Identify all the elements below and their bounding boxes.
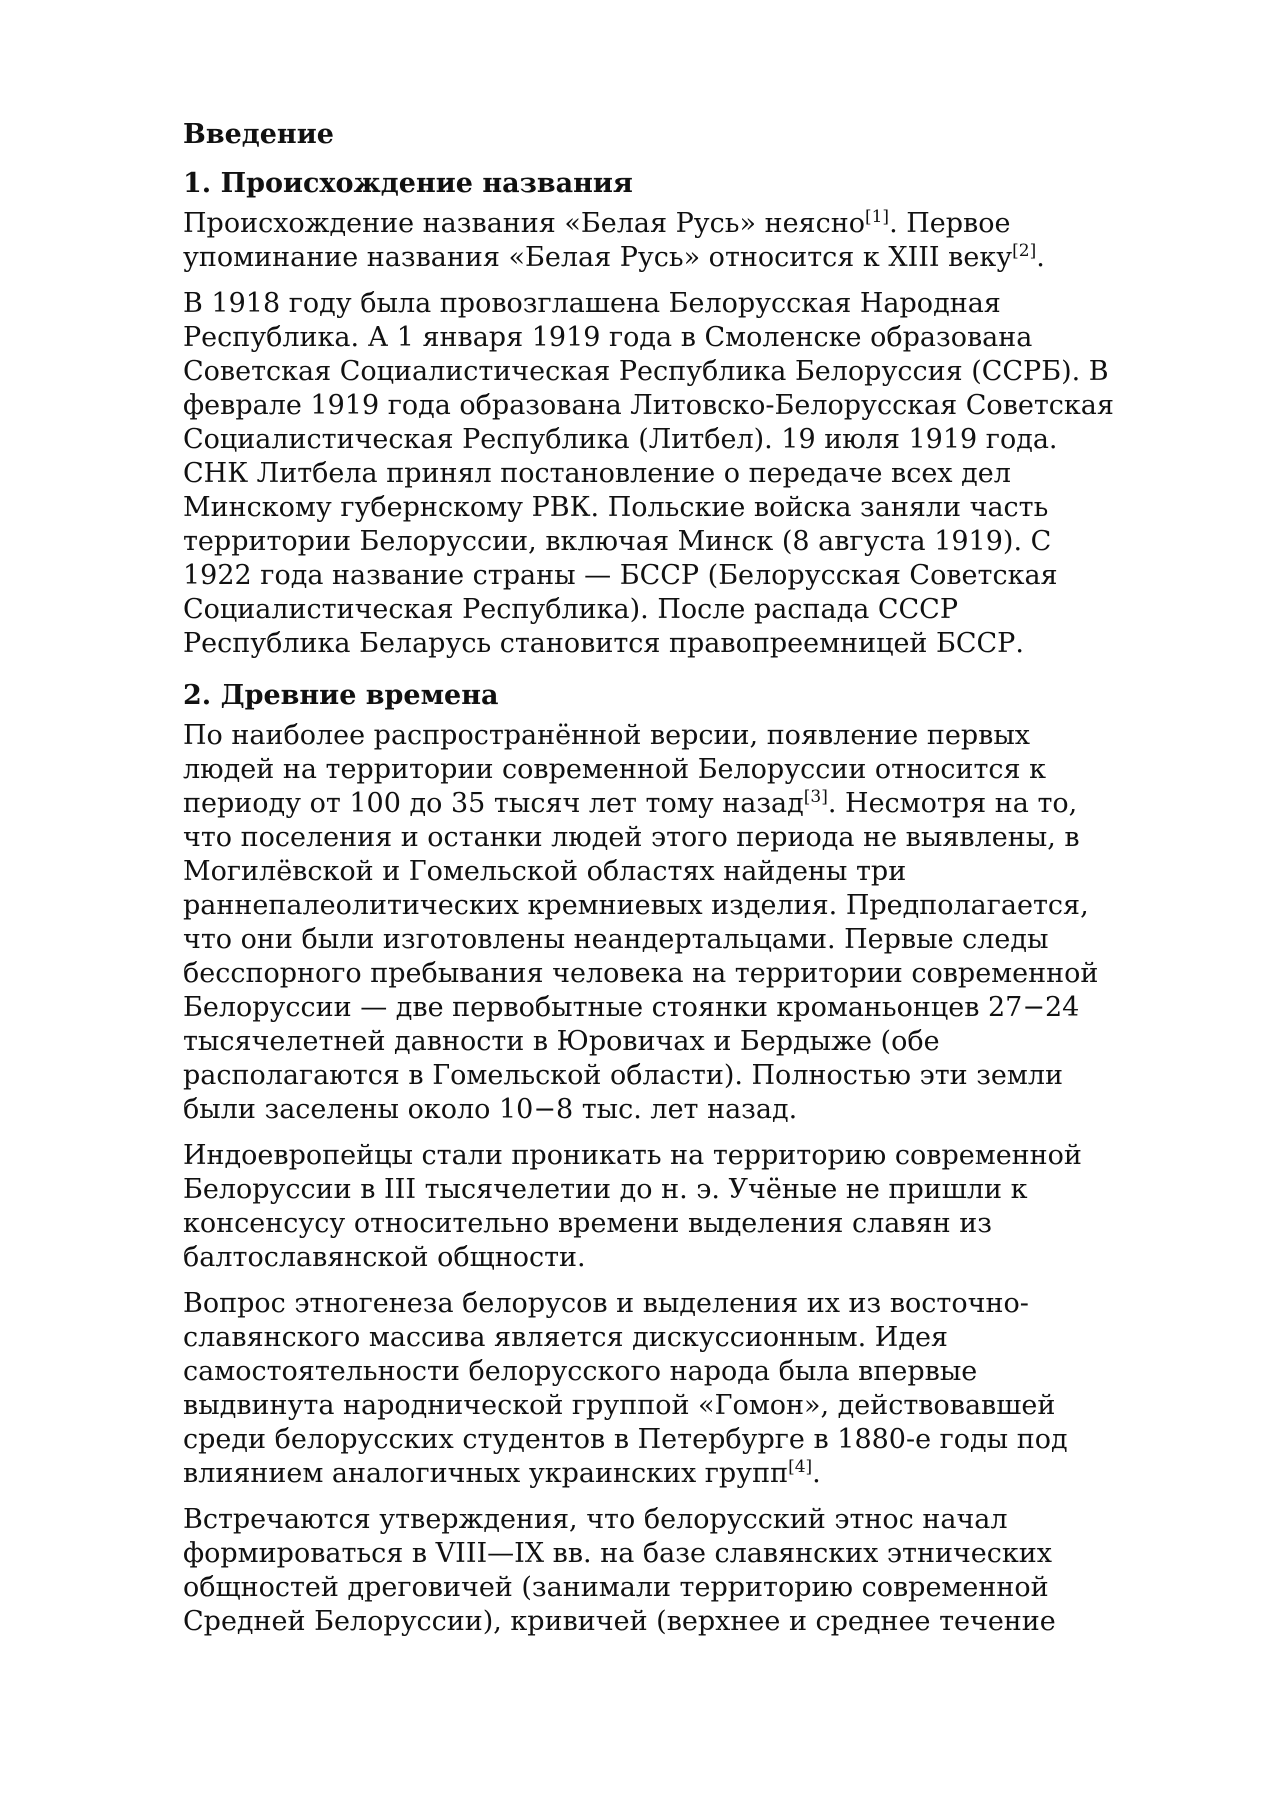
section-1-paragraph-2: В 1918 году была провозглашена Белорусская Народная Республика. А 1 января 1919 года в Смоленске образована Советская Социалистическая Республика Белоруссия (ССРБ). В феврале 1919 года образована Литовско-Белорусская Советская Социалистическая Республика (Литбел). 19 июля 1919 года. СНК Литбела принял постановление о передаче всех дел Минскому губернскому РВК. Польские войска заняли часть территории Белоруссии, включая Минск (8 августа 1919). С 1922 года название страны — БССР (Белорусская Советская Социалистическая Республика). После распада СССР Республика Беларусь становится правопреемницей БССР.	[183, 288, 1114, 659]
section-2-paragraph-1	[183, 719, 1203, 1127]
section-2-paragraph-4: Встречаются утверждения, что белорусский этнос начал формироваться в VIII—IX вв. на базе славянских этнических общностей дреговичей (занимали территорию современной Средней Белоруссии), кривичей (верхнее и среднее течение	[183, 1504, 1056, 1637]
intro-heading: Введение	[183, 119, 334, 150]
section-1-heading: 1. Происхождение названия	[183, 168, 633, 199]
footnote-ref-2[interactable]: [2]	[1012, 241, 1037, 261]
section-2-paragraph-2: Индоевропейцы стали проникать на территорию современной Белоруссии в III тысячелетии до н. э. Учёные не пришли к консенсусу относительно времени выделения славян из балтославянской общности.	[183, 1140, 1082, 1273]
section-1-paragraph-1	[183, 207, 1203, 275]
footnote-ref-1[interactable]: [1]	[864, 207, 890, 227]
section-2-paragraph-3-text-a: Вопрос этногенеза белорусов и выделения их из восточно- славянского массива является дискуссионным. Идея самостоятельности белорусского народа была впервые выдвинута народнической группой «Гомон», действовавшей среди белорусских студентов в Петербурге в 1880-е годы под влиянием аналогичных украинских групп	[183, 1288, 1068, 1489]
footnote-ref-4[interactable]: [4]	[788, 1457, 813, 1477]
footnote-ref-3[interactable]: [3]	[803, 787, 828, 807]
section-2-paragraph-1-text-b: . Несмотря на то, что поселения и останки людей этого периода не выявлены, в Могилёвской и Гомельской областях найдены три раннепалеолитических кремниевых изделия. Предполагается, что они были изготовлены неандертальцами. Первые следы бесспорного пребывания человека на территории современной Белоруссии — две первобытные стоянки кроманьонцев 27−24 тысячелетней давности в Юровичах и Бердыже (обе располагаются в Гомельской области). Полностью эти земли были заселены около 10−8 тыс. лет назад.	[183, 788, 1099, 1125]
section-1-paragraph-1-text-b: . Первое упоминание названия «Белая Русь» относится к XIII веку	[183, 208, 1013, 273]
section-2-paragraph-3	[183, 1287, 1203, 1491]
section-1-paragraph-1-text-c: .	[1036, 242, 1045, 273]
document-page	[183, 118, 1203, 1651]
section-1-paragraph-1-text-a: Происхождение названия «Белая Русь» неясно	[183, 208, 865, 239]
section-2-heading: 2. Древние времена	[183, 680, 499, 711]
section-2-paragraph-1-text-a: По наиболее распространённой версии, появление первых людей на территории современной Белоруссии относится к периоду от 100 до 35 тысяч лет тому назад	[183, 720, 1047, 819]
section-2-paragraph-3-text-b: .	[812, 1458, 821, 1489]
